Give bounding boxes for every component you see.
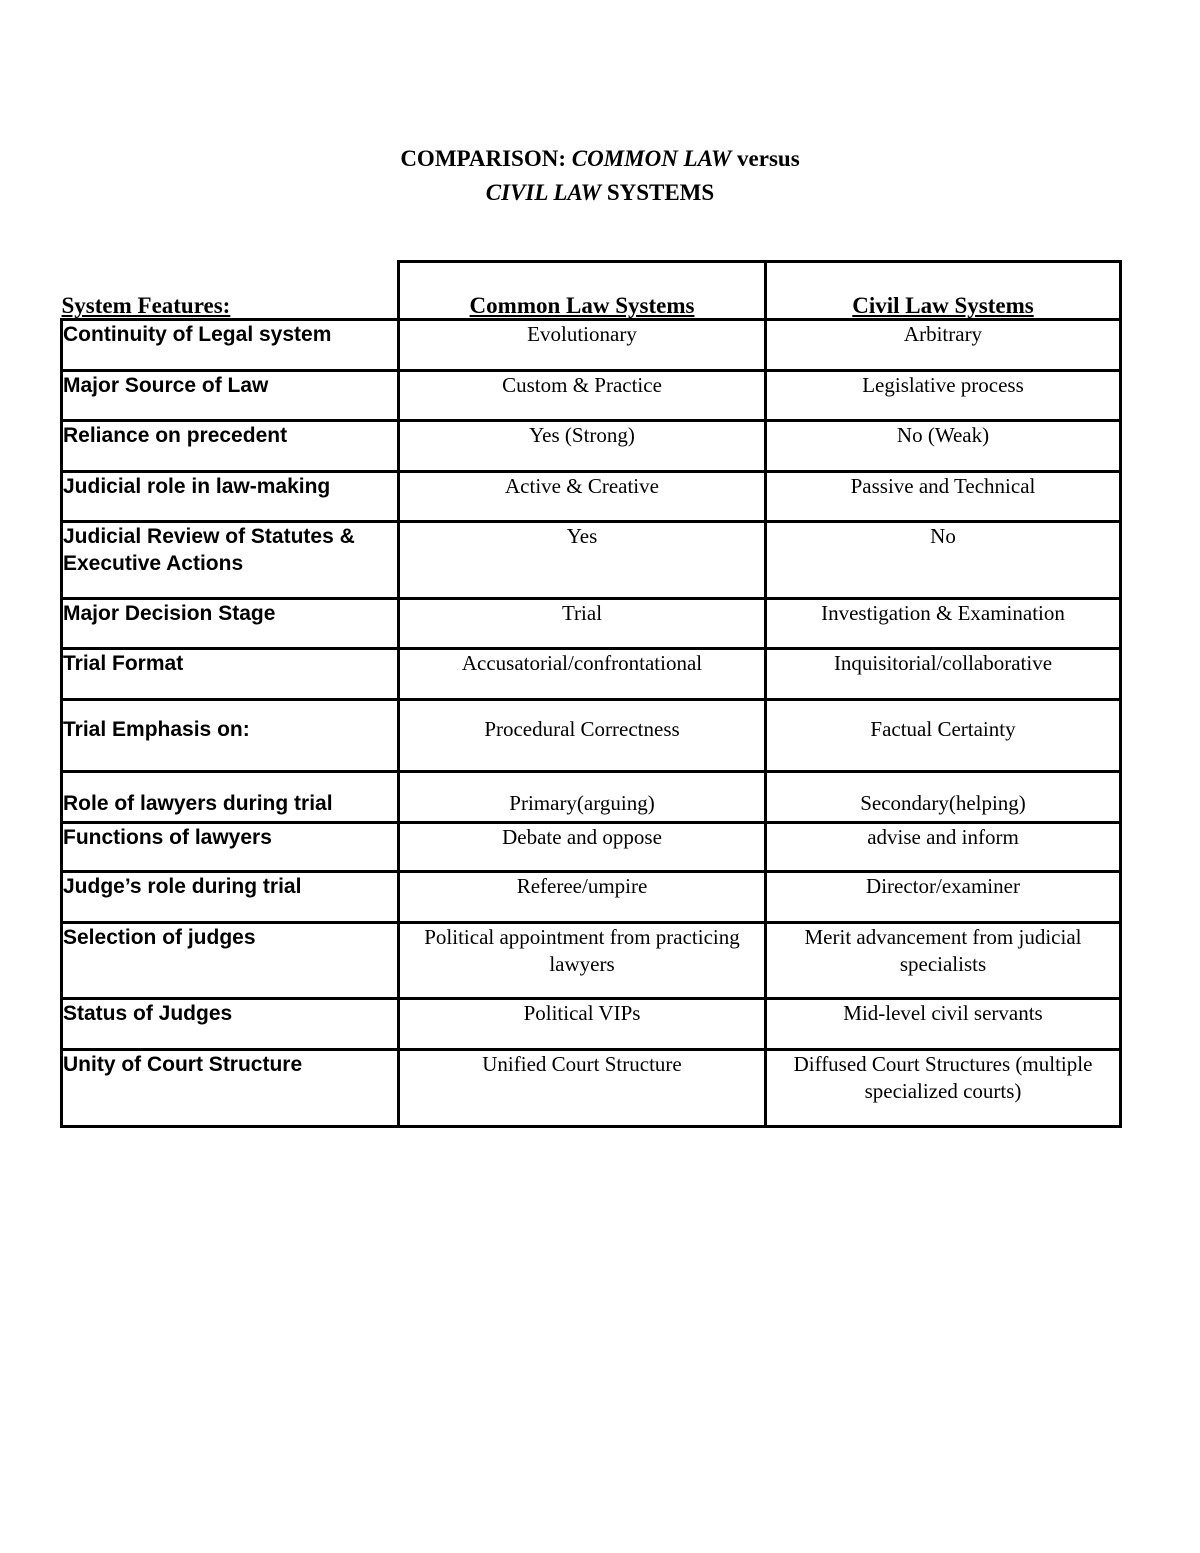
feature-cell: Trial Format (62, 649, 399, 700)
title-common-law: COMMON LAW (571, 146, 732, 171)
table-row (62, 522, 1121, 599)
civil-law-cell: Inquisitorial/collaborative (766, 649, 1121, 700)
common-law-cell: Political VIPs (399, 999, 766, 1050)
civil-law-cell: Secondary(helping) (766, 772, 1121, 823)
table-row (62, 872, 1121, 923)
header-civil-law: Civil Law Systems (766, 262, 1121, 320)
civil-law-cell: Merit advancement from judicial specialists (766, 923, 1121, 999)
title-systems: SYSTEMS (601, 180, 715, 205)
common-law-cell: Active & Creative (399, 472, 766, 522)
table-row (62, 923, 1121, 999)
table-row (62, 700, 1121, 772)
common-law-cell: Accusatorial/confrontational (399, 649, 766, 700)
common-law-cell: Yes (399, 522, 766, 599)
civil-law-cell: Investigation & Examination (766, 599, 1121, 649)
common-law-cell: Procedural Correctness (399, 700, 766, 772)
table-row (62, 999, 1121, 1050)
table-row (62, 421, 1121, 472)
title-line-1 (0, 142, 1200, 176)
civil-law-cell: Legislative process (766, 371, 1121, 421)
feature-cell: Judge’s role during trial (62, 872, 399, 923)
common-law-cell: Unified Court Structure (399, 1050, 766, 1127)
feature-cell: Selection of judges (62, 923, 399, 999)
header-system-features: System Features: (62, 262, 399, 320)
feature-cell: Major Decision Stage (62, 599, 399, 649)
title-versus: versus (731, 146, 800, 171)
title-line-2 (0, 176, 1200, 210)
common-law-cell: Trial (399, 599, 766, 649)
feature-cell: Reliance on precedent (62, 421, 399, 472)
feature-cell: Status of Judges (62, 999, 399, 1050)
feature-cell: Functions of lawyers (62, 823, 399, 872)
header-common-law: Common Law Systems (399, 262, 766, 320)
civil-law-cell: Mid-level civil servants (766, 999, 1121, 1050)
comparison-table (60, 260, 1122, 1128)
civil-law-cell: Factual Certainty (766, 700, 1121, 772)
civil-law-cell: Diffused Court Structures (multiple specialized courts) (766, 1050, 1121, 1127)
feature-cell: Major Source of Law (62, 371, 399, 421)
feature-cell: Trial Emphasis on: (62, 700, 399, 772)
title-civil-law: CIVIL LAW (485, 180, 602, 205)
table-row (62, 772, 1121, 823)
feature-cell: Judicial Review of Statutes & Executive Actions (62, 522, 399, 599)
feature-cell: Judicial role in law-making (62, 472, 399, 522)
table-row (62, 371, 1121, 421)
civil-law-cell: advise and inform (766, 823, 1121, 872)
title-prefix: COMPARISON: (400, 146, 572, 171)
common-law-cell: Political appointment from practicing lawyers (399, 923, 766, 999)
table-row (62, 472, 1121, 522)
feature-cell: Continuity of Legal system (62, 320, 399, 371)
civil-law-cell: Director/examiner (766, 872, 1121, 923)
common-law-cell: Primary(arguing) (399, 772, 766, 823)
civil-law-cell: No (Weak) (766, 421, 1121, 472)
table-row (62, 823, 1121, 872)
table-row (62, 1050, 1121, 1127)
common-law-cell: Debate and oppose (399, 823, 766, 872)
document-title (0, 142, 1200, 210)
table-row (62, 649, 1121, 700)
table-header-row (62, 262, 1121, 320)
feature-cell: Unity of Court Structure (62, 1050, 399, 1127)
common-law-cell: Evolutionary (399, 320, 766, 371)
civil-law-cell: Arbitrary (766, 320, 1121, 371)
civil-law-cell: No (766, 522, 1121, 599)
table-row (62, 320, 1121, 371)
civil-law-cell: Passive and Technical (766, 472, 1121, 522)
common-law-cell: Yes (Strong) (399, 421, 766, 472)
feature-cell: Role of lawyers during trial (62, 772, 399, 823)
common-law-cell: Referee/umpire (399, 872, 766, 923)
common-law-cell: Custom & Practice (399, 371, 766, 421)
table-row (62, 599, 1121, 649)
